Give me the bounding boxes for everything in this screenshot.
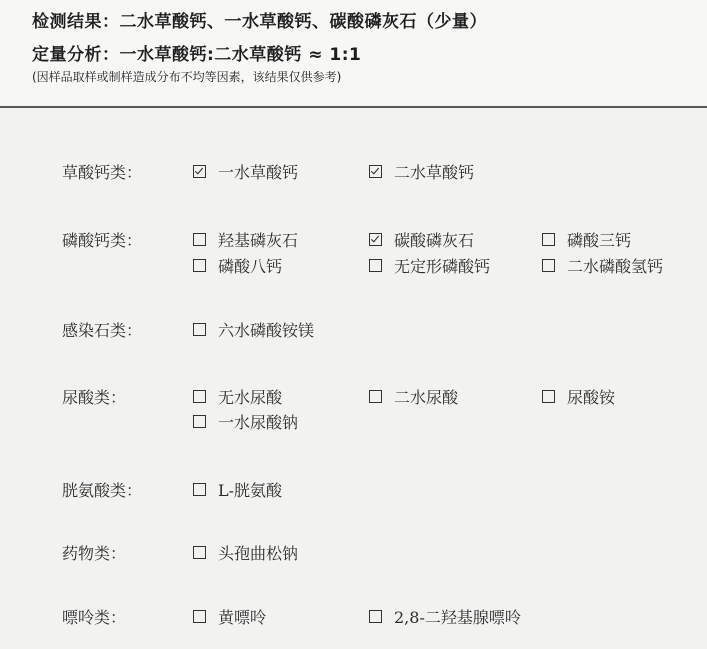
option-label: 无水尿酸 [218,388,283,407]
checkbox-icon[interactable] [193,259,206,272]
category-label-drug: 药物类： [62,544,127,563]
checkbox-icon[interactable] [542,233,555,246]
report-header [0,0,707,108]
checkbox-checked-icon[interactable] [193,165,206,178]
disclaimer-note: (因样品取样或制样造成分布不均等因素，该结果仅供参考) [32,70,342,84]
option-label: 一水尿酸钠 [218,413,299,432]
checkbox-icon[interactable] [369,390,382,403]
option-label: 二水尿酸 [394,388,459,407]
checkbox-icon[interactable] [193,415,206,428]
checkbox-icon[interactable] [193,233,206,246]
checkbox-icon[interactable] [193,546,206,559]
category-label-cystine: 胱氨酸类： [62,481,143,500]
option-label: 2,8-二羟基腺嘌呤 [394,608,521,627]
option-label: 无定形磷酸钙 [394,257,491,276]
option-label: 磷酸三钙 [567,231,632,250]
option-label: 头孢曲松钠 [218,544,299,563]
option-hydroxyapatite[interactable] [193,228,298,251]
option-ceftriaxone-sodium[interactable] [193,541,298,564]
option-label: 羟基磷灰石 [218,231,299,250]
option-label: 黄嘌呤 [218,608,267,627]
category-label-uric-acid: 尿酸类： [62,388,127,407]
option-dihydroxyadenine[interactable] [369,605,521,628]
option-label: L-胱氨酸 [218,481,283,500]
option-label: 一水草酸钙 [218,163,299,182]
stone-category-checklist [0,108,707,649]
category-label-calcium-phosphate: 磷酸钙类： [62,231,143,250]
option-anhydrous-uric-acid[interactable] [193,385,282,408]
option-label: 磷酸八钙 [218,257,283,276]
checkbox-icon[interactable] [193,323,206,336]
category-label-purine: 嘌呤类： [62,608,127,627]
option-label: 二水磷酸氢钙 [567,257,664,276]
quantitative-line: 定量分析：一水草酸钙:二水草酸钙 ≈ 1:1 [32,45,362,65]
option-sodium-urate-monohydrate[interactable] [193,410,298,433]
checkbox-icon[interactable] [369,259,382,272]
checkbox-checked-icon[interactable] [369,165,382,178]
option-calcium-oxalate-monohydrate[interactable] [193,160,298,183]
option-xanthine[interactable] [193,605,266,628]
option-struvite[interactable] [193,318,314,341]
option-label: 六水磷酸铵镁 [218,321,315,340]
option-ammonium-urate[interactable] [542,385,615,408]
checkbox-icon[interactable] [193,483,206,496]
option-amorphous-calcium-phosphate[interactable] [369,254,490,277]
option-uric-acid-dihydrate[interactable] [369,385,458,408]
option-label: 二水草酸钙 [394,163,475,182]
category-label-infection-stone: 感染石类： [62,321,143,340]
option-tricalcium-phosphate[interactable] [542,228,631,251]
checkbox-checked-icon[interactable] [369,233,382,246]
checkbox-icon[interactable] [369,610,382,623]
category-label-calcium-oxalate: 草酸钙类： [62,163,143,182]
option-octacalcium-phosphate[interactable] [193,254,282,277]
checkbox-icon[interactable] [193,610,206,623]
result-line: 检测结果：二水草酸钙、一水草酸钙、碳酸磷灰石（少量） [32,12,487,32]
checkbox-icon[interactable] [542,390,555,403]
option-calcium-oxalate-dihydrate[interactable] [369,160,474,183]
option-brushite[interactable] [542,254,663,277]
option-label: 尿酸铵 [567,388,616,407]
checkbox-icon[interactable] [542,259,555,272]
option-label: 碳酸磷灰石 [394,231,475,250]
option-l-cystine[interactable] [193,478,282,501]
checkbox-icon[interactable] [193,390,206,403]
option-carbonate-apatite[interactable] [369,228,474,251]
